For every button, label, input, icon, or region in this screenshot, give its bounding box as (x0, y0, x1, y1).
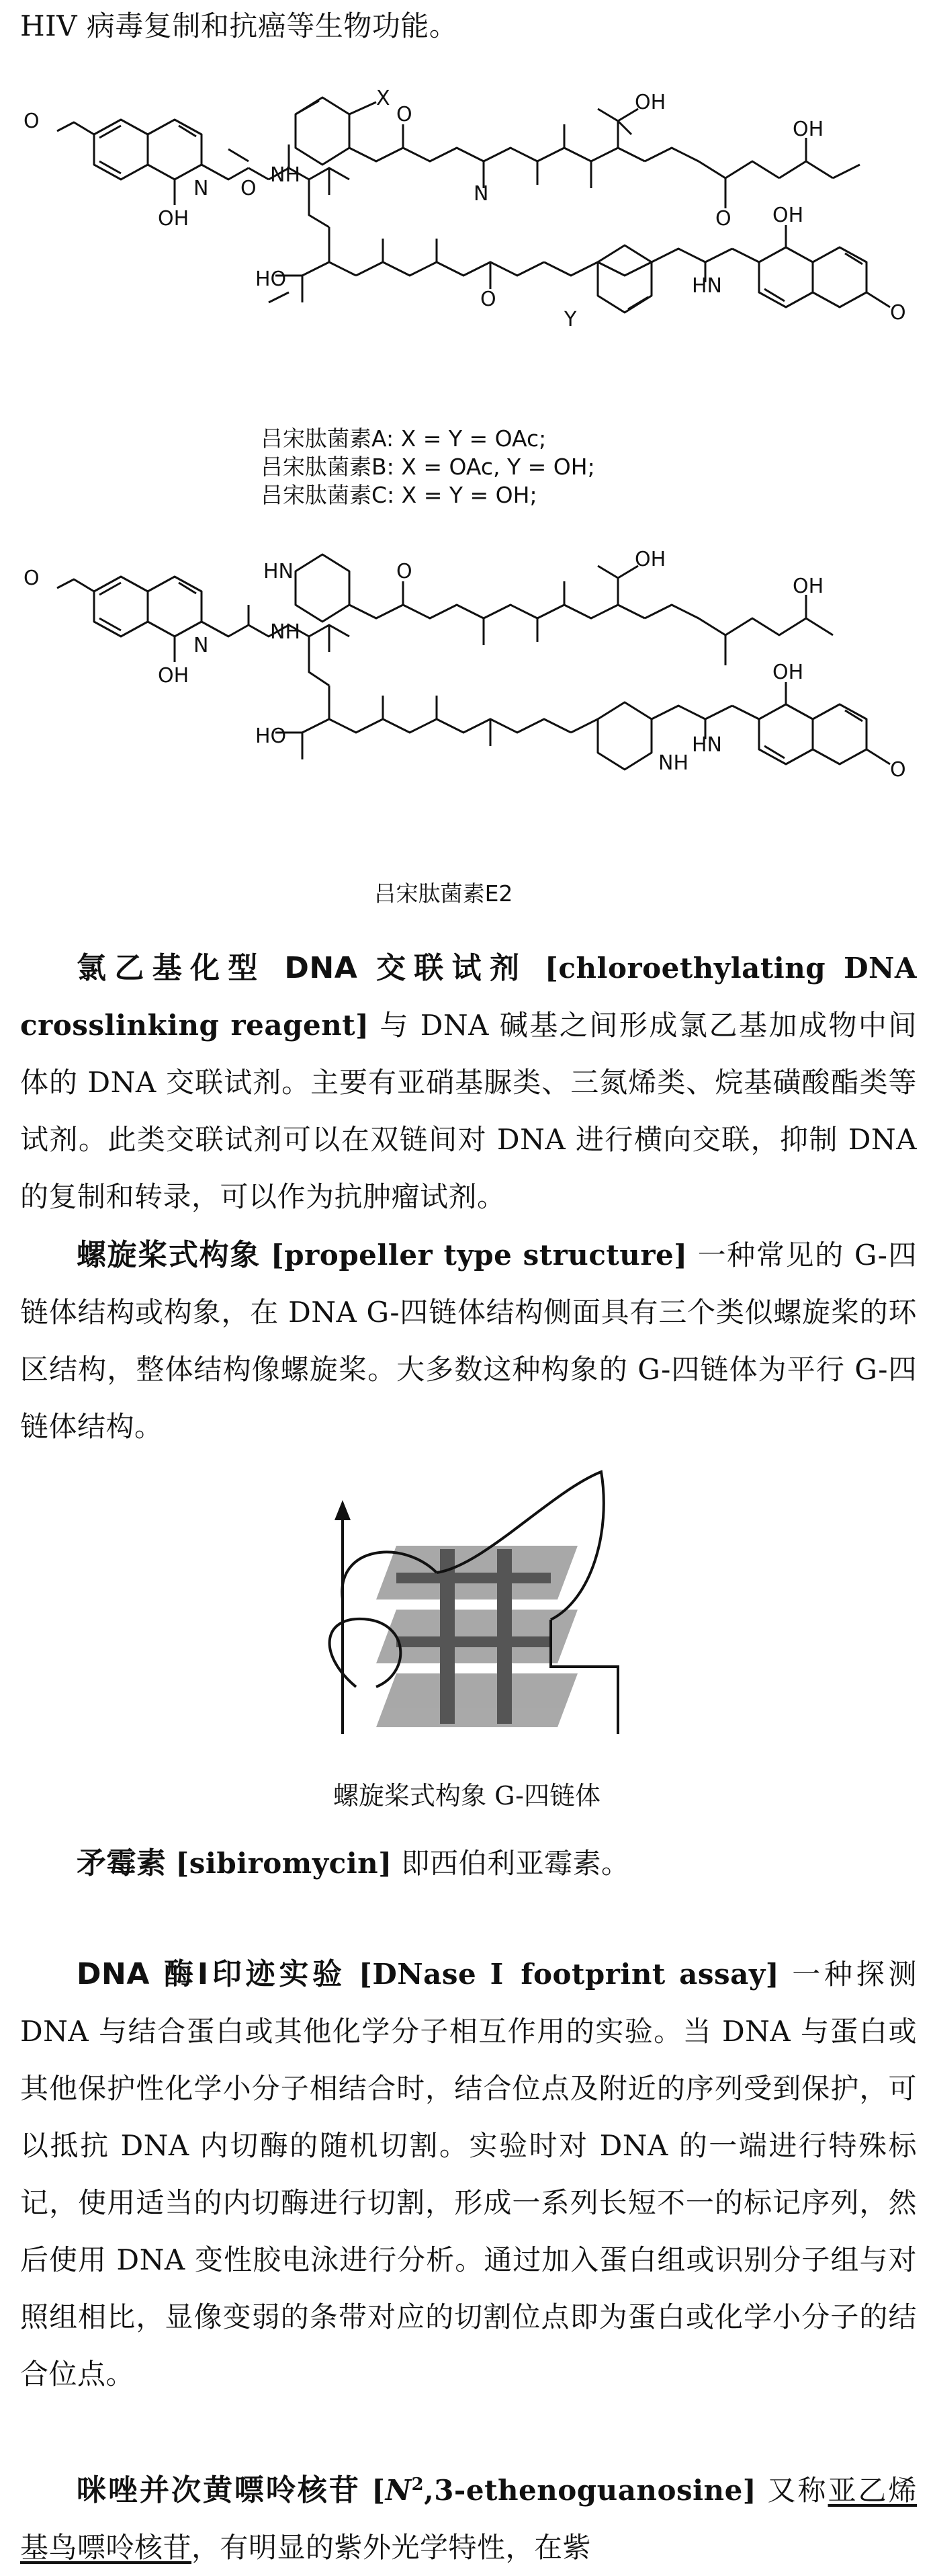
o-label: O (240, 177, 257, 200)
hn-label: HN (263, 560, 294, 583)
entry-term: 矛霉素 (77, 1846, 167, 1880)
entry-dnase-footprint (20, 1946, 917, 2403)
entry-term: DNA 酶Ⅰ印迹实验 (77, 1957, 346, 1991)
nh-label: NH (658, 751, 688, 775)
caption-luzopeptin-a: 吕宋肽菌素A: X = Y = OAc; (261, 425, 547, 452)
entry-english (371, 2474, 756, 2507)
oh-label: OH (772, 204, 804, 227)
oh-label: OH (635, 548, 666, 571)
entry-sibiromycin (20, 1835, 917, 1892)
nh-label: NH (270, 620, 300, 644)
o-label: O (715, 207, 731, 231)
english-sup: 2 (411, 2475, 425, 2495)
caption-luzopeptin-c: 吕宋肽菌素C: X = Y = OH; (261, 482, 537, 508)
luzopeptin-captions (261, 425, 595, 509)
oh-label: OH (158, 664, 189, 688)
entry-term: 螺旋桨式构象 (77, 1238, 261, 1272)
entry-chloroethylating (20, 940, 917, 1225)
entry-english: [DNase Ⅰ footprint assay] (358, 1958, 780, 1991)
entry-english: [sibiromycin] (175, 1847, 392, 1880)
g-quadruplex-propeller-figure (296, 1465, 645, 1754)
y-label: Y (564, 308, 577, 331)
g-quadruplex-caption: 螺旋桨式构象 G-四链体 (333, 1781, 601, 1811)
entry-english: [propeller type structure] (270, 1239, 688, 1272)
entry-body: 即西伯利亚霉素。 (401, 1847, 630, 1880)
oh-label: OH (635, 91, 666, 114)
x-label: X (376, 87, 390, 110)
cross-reference-link[interactable]: 亚乙烯基鸟嘌呤核苷 (20, 2474, 917, 2564)
luzopeptin-e2-structure (20, 538, 914, 860)
english-rest: ,3-ethenoguanosine] (424, 2474, 757, 2507)
top-line: HIV 病毒复制和抗癌等生物功能。 (20, 9, 458, 42)
luzopeptin-e2-caption: 吕宋肽菌素E2 (373, 880, 513, 907)
hn-label: HN (692, 274, 722, 298)
entry-body-start: 又称 (767, 2474, 828, 2507)
ome-left-label: O (24, 110, 40, 133)
oh-label: OH (158, 207, 189, 231)
n-label: N (193, 177, 209, 200)
entry-propeller (20, 1227, 917, 1455)
n-label: N (474, 182, 489, 206)
english-n: N (385, 2474, 412, 2507)
caption-luzopeptin-b: 吕宋肽菌素B: X = OAc, Y = OH; (261, 454, 595, 480)
hn-label: HN (692, 733, 722, 757)
o-label: O (396, 103, 412, 126)
oh-label: OH (772, 661, 804, 684)
n-label: N (193, 634, 209, 657)
oh-label: OH (793, 575, 824, 598)
o-label: O (480, 288, 496, 311)
entry-body-end: ，有明显的紫外光学特性，在紫 (191, 2531, 592, 2564)
entry-term: 咪唑并次黄嘌呤核苷 (77, 2473, 361, 2507)
luzopeptin-abc-structure (20, 60, 914, 437)
ome-right-label: O (890, 758, 906, 782)
entry-ethenoguanosine (20, 2456, 917, 2576)
entry-body: 与 DNA 碱基之间形成氯乙基加成物中间体的 DNA 交联试剂。主要有亚硝基脲类、三氮烯类、烷基磺酸酯类等试剂。此类交联试剂可以在双链间对 DNA 进行横向交联，抑制 DNA 的复制和转录，可以作为抗肿瘤试剂。 (20, 1009, 918, 1213)
ho-label: HO (255, 724, 287, 748)
o-label: O (396, 560, 412, 583)
english-bracket: [ (371, 2474, 386, 2507)
oh-label: OH (793, 118, 824, 141)
nh-label: NH (270, 163, 300, 187)
ome-right-label: O (890, 301, 906, 325)
entry-body: 一种常见的 G-四链体结构或构象，在 DNA G-四链体结构侧面具有三个类似螺旋桨的环区结构，整体结构像螺旋桨。大多数这种构象的 G-四链体为平行 G-四链体结构。 (20, 1239, 918, 1443)
ome-left-label: O (24, 567, 40, 590)
entry-body: 一种探测 DNA 与结合蛋白或其他化学分子相互作用的实验。当 DNA 与蛋白或其他保护性化学小分子相结合时，结合位点及附近的序列受到保护，可以抵抗 DNA 内切酶的随机切割。实验时对 DNA 的一端进行特殊标记，使用适当的内切酶进行切割，形成一系列长短不一的标记序列，然后使用 DNA 变性胶电泳进行分析。通过加入蛋白组或识别分子组与对照组相比，显像变弱的条带对应的切割位点即为蛋白或化学小分子的结合位点。 (20, 1958, 918, 2391)
entry-english: [chloroethylating DNA crosslinking reagent] (20, 952, 917, 1042)
entry-term: 氯乙基化型 DNA 交联试剂 (77, 951, 528, 985)
ho-label: HO (255, 267, 287, 291)
